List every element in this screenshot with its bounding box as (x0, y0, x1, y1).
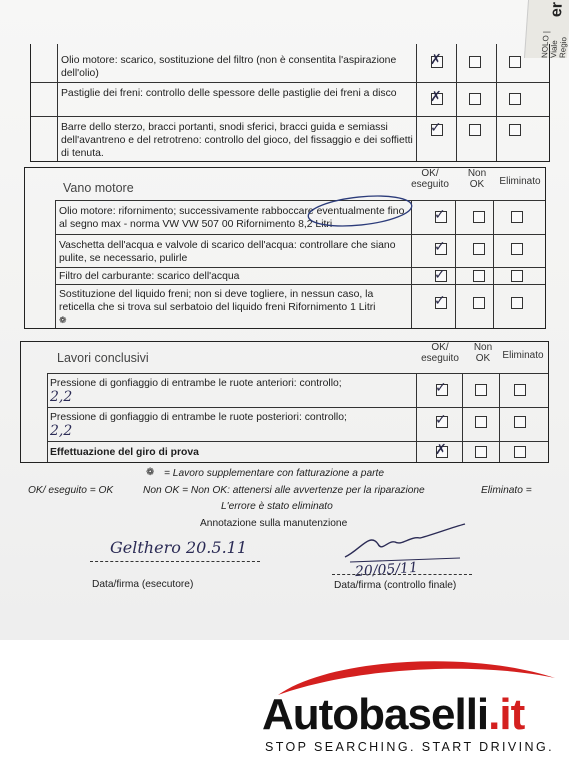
row-text: Barre dello sterzo, bracci portanti, snodi sferici, bracci guida e semiassi dell'avantreno e del retrotreno: controllo del gioco, del fissaggio e dei soffietti di tenuta. (61, 122, 413, 159)
row-text: Filtro del carburante: scarico dell'acqua (59, 271, 240, 282)
brand-logo[interactable] (262, 690, 524, 740)
table-row (47, 373, 548, 408)
stamp-big-text: er (547, 2, 566, 18)
lavori-conclusivi-section (20, 341, 549, 463)
nonok-checkbox[interactable] (475, 446, 487, 458)
header-eliminato: Eliminato (502, 350, 544, 361)
right-signature-label: Data/firma (controllo finale) (334, 580, 457, 591)
nonok-checkbox[interactable] (469, 93, 481, 105)
brand-tagline: STOP SEARCHING. START DRIVING. (265, 740, 554, 754)
brand-suffix: .it (488, 690, 525, 739)
legend-supplement: = Lavoro supplementare con fatturazione a parte (164, 468, 385, 479)
check-mark: ✓ (434, 267, 446, 283)
row-text: Effettuazione del giro di prova (50, 447, 199, 458)
header-nonok: Non OK (473, 342, 493, 364)
eliminato-checkbox[interactable] (509, 56, 521, 68)
header-eliminato: Eliminato (499, 176, 541, 187)
left-handwritten-signature: Gelthero 20.5.11 (110, 538, 248, 557)
handwritten-circle (305, 193, 415, 229)
row-text: Sostituzione del liquido freni; non si deve togliere, in nessun caso, la reticella che si trova sul serbatoio del liquido freni Rifornimento 1 Litri (59, 289, 376, 313)
table-row (47, 441, 548, 463)
section-title: Lavori conclusivi (57, 351, 149, 365)
check-mark: ✓ (434, 239, 446, 255)
eliminato-checkbox[interactable] (509, 93, 521, 105)
nonok-checkbox[interactable] (473, 243, 485, 255)
check-mark: ✓ (434, 207, 446, 223)
table-row (55, 234, 545, 268)
legend-symbol-icon: ❁ (146, 467, 155, 478)
table-row (31, 82, 549, 117)
nonok-checkbox[interactable] (475, 384, 487, 396)
check-mark: ✓ (435, 412, 447, 428)
stamp-small-text: NOLO | Viale Regio (539, 31, 569, 58)
right-handwritten-date: 20/05/11 (354, 559, 419, 581)
row-text: Pastiglie dei freni: controllo delle spessore delle pastiglie dei freni a disco (61, 88, 397, 99)
legend-eliminato-definition: Eliminato = (481, 485, 532, 496)
left-signature-label: Data/firma (esecutore) (92, 579, 194, 590)
table-row (55, 200, 545, 235)
table-row (31, 44, 549, 82)
header-ok: OK/ eseguito (411, 168, 449, 190)
lavori-table (47, 373, 548, 462)
eliminato-checkbox[interactable] (514, 416, 526, 428)
legend-ok-definition: OK/ eseguito = OK (28, 485, 114, 496)
table-row (55, 284, 545, 329)
eliminato-checkbox[interactable] (511, 211, 523, 223)
check-mark: ✗ (430, 52, 442, 68)
check-mark: ✓ (430, 120, 442, 136)
row-text: Pressione di gonfiaggio di entrambe le ruote posteriori: controllo; (50, 412, 347, 423)
table-row (31, 116, 549, 162)
row-text: Vaschetta dell'acqua e valvole di scarico dell'acqua: controllare che siano pulite, se necessario, pulirle (59, 240, 396, 264)
table-row (55, 267, 545, 285)
maintenance-annotation: Annotazione sulla manutenzione (200, 518, 348, 529)
handwritten-value: 2,2 (50, 389, 73, 405)
eliminato-checkbox[interactable] (514, 384, 526, 396)
check-mark: ✗ (435, 442, 447, 458)
header-ok: OK/ eseguito (421, 342, 459, 364)
eliminato-checkbox[interactable] (509, 124, 521, 136)
signature-line-left (90, 561, 260, 562)
legend-error-line: L'errore è stato eliminato (221, 501, 333, 512)
nonok-checkbox[interactable] (469, 124, 481, 136)
nonok-checkbox[interactable] (469, 56, 481, 68)
nonok-checkbox[interactable] (475, 416, 487, 428)
supplement-symbol-icon: ❁ (59, 315, 67, 325)
nonok-checkbox[interactable] (473, 270, 485, 282)
row-text: Olio motore: rifornimento; successivamente rabboccare eventualmente fino al segno max - norma VW VW 507 00 Rifornimento 8,2 Litri (59, 206, 405, 230)
top-section (30, 44, 550, 162)
legend-nonok-definition: Non OK = Non OK: attenersi alle avvertenze per la riparazione (143, 485, 425, 496)
eliminato-checkbox[interactable] (511, 243, 523, 255)
eliminato-checkbox[interactable] (511, 297, 523, 309)
vano-motore-section (24, 167, 546, 329)
table-row (47, 407, 548, 442)
handwritten-value: 2,2 (50, 423, 73, 439)
nonok-checkbox[interactable] (473, 211, 485, 223)
signature-line-right (332, 574, 472, 575)
row-text: Pressione di gonfiaggio di entrambe le ruote anteriori: controllo; (50, 378, 342, 389)
check-mark: ✓ (434, 293, 446, 309)
nonok-checkbox[interactable] (473, 297, 485, 309)
vano-table (55, 200, 545, 328)
check-mark: ✗ (430, 89, 442, 105)
brand-name: Autobaselli (262, 690, 489, 739)
header-nonok: Non OK (467, 168, 487, 190)
section-title: Vano motore (63, 181, 134, 195)
eliminato-checkbox[interactable] (511, 270, 523, 282)
row-text: Olio motore: scarico, sostituzione del filtro (non è consentita l'aspirazione dell'olio) (61, 55, 397, 79)
check-mark: ✓ (435, 380, 447, 396)
eliminato-checkbox[interactable] (514, 446, 526, 458)
